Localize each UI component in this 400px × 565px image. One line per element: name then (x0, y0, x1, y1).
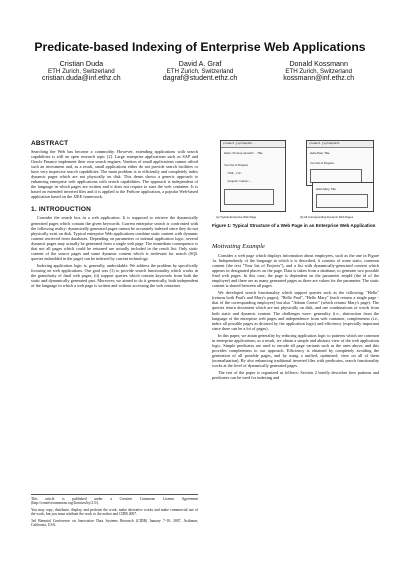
figure-panel-b-page-2 (312, 182, 374, 212)
author-email: cristian.duda@inf.ethz.ch (41, 75, 121, 82)
footnote-permission: You may copy, distribute, display, and perform the work, make derivative works and make commercial use of the work, but you must attribute the work to the author and CIDR 2007. (31, 507, 198, 517)
motivating-paragraph-3: In this paper, we attain generality by reducing application logic to patterns which are common in enterprise applications; as a result, we obtain a simple and abstract view of the web application logic. Simple predicates are used to encode all page variants such as the ones above, and this provides completeness to our approach. Efficiency is obtained by completely avoiding the generation of all possible pages, and by using a unified, optimized, view on all of them (normalization). By also enhancing traditional inverted files with predicates, search functionality works at the level of dynamically generated pages. (212, 332, 379, 368)
footnote (31, 494, 198, 529)
abstract-text: Searching the Web has become a commodity. However, extending applications with search capabilities is still an open research topic [2]. Large enterprise applications such as SAP and Oracle Finance implement their own search engines. Vendors of small applications cannot afford such an investment and, as a result, small applications either do not provide search facilities or have very imprecise search capabilities. The main problem is to efficiently and completely index dynamic pages which are not physically on disk. This demo shows a generic approach to enhancing enterprise web applications with search capabilities. The approach is independent of the language in which pages are written and it does not require to start the web container. It is based on extended inverted files and it is applied to the FnStore application, a popular Web-based application based on the J2EE framework. (31, 149, 198, 200)
author-2 (141, 60, 260, 83)
author-affiliation: ETH Zurich, Switzerland (47, 68, 115, 75)
author-block (22, 60, 378, 83)
author-email: dagraf@student.ethz.ch (162, 75, 238, 82)
figure-table (224, 189, 274, 205)
figure-1 (212, 138, 379, 220)
author-1 (22, 60, 141, 83)
figure-text: <%if(...) %> (227, 171, 242, 175)
browser-url-bar: product.jsp?empId=1 (307, 141, 373, 148)
footnote-license: This article is published under a Creative Commons License Agreement (http://creativecommons.org/licenses/by/2.5/). (31, 497, 198, 506)
author-3 (259, 60, 378, 83)
motivating-paragraph-2: We developed search functionality which support queries such as the following: "Hello" (returns both Paul's and Mary's pages); "Hello Paul", "Hello Mary" (each returns a single page - that of the corresponding employee) but also "Admin Center" (which returns Mary's page). The queries return document which are not physically on disk, and use combinations of words from both static and dynamic content. The challenges were: generality (i.e., abstraction from the language of the enterprise web pages and independence from web container, completeness (i.e., index all possible pages as dictated by the application logic) and efficiency (especially important since there can be a lot of pages). (212, 290, 379, 331)
figure-text: Your list of Projects (310, 161, 334, 165)
author-name: Donald Kossmann (289, 59, 349, 68)
author-email: kossmann@inf.ethz.ch (283, 75, 355, 82)
right-column (212, 243, 379, 382)
figure-caption: Figure 1: Typical Structure of a Web Page in an Enterprise Web Application (212, 223, 376, 228)
figure-panel-b-page-1 (306, 140, 374, 186)
footnote-conference: 3rd Biennial Conference on Innovative Data Systems Research (CIDR) January 7-10, 2007, Asilomar, California, USA. (31, 518, 198, 528)
figure-text: <project><name> ... (227, 179, 253, 183)
figure-panel-a (220, 140, 286, 212)
author-affiliation: ETH Zurich, Switzerland (166, 68, 234, 75)
browser-url-bar: product.jsp?empId=... (221, 141, 285, 148)
figure-subcaption-b: (b) All Corresponding Dynamic Web Pages (300, 215, 354, 219)
figure-text: Hello <%=emp.name%> ...Title (224, 151, 263, 155)
motivating-paragraph-4: The rest of the paper is organized as follows: Section 2 briefly describes how patterns and predicates can be used for indexing and (212, 370, 379, 381)
motivating-heading: Motivating Example (212, 243, 265, 250)
figure-text: Hello Paul, Title (310, 151, 330, 155)
intro-paragraph-1: Consider the search box in a web application. It is supposed to retrieve the dynamically generated pages which contain the given keywords. Current enterprise search is confronted with the following reality: dynamically generated pages cannot be accurately indexed since they do not physically exist on disk. Typical enterprise Web applications combine static content with dynamic content retrieved from databases. Depending on parameters or internal application logic, several dynamic pages may actually be generated from a single web page. The immediate consequence is that not all pages which could be returned are actually included in the result list: Only static content of the source pages and some dynamic content which is irrelevant for search (SQL queries embedded in the page) can be indexed by current technology. (31, 215, 198, 261)
intro-heading: 1. INTRODUCTION (31, 206, 92, 214)
author-name: David A. Graf (178, 59, 222, 68)
paper-title: Predicate-based Indexing of Enterprise Web Applications (34, 40, 366, 54)
figure-text: Hello Mary, Title (316, 187, 336, 191)
figure-text: Your list of Projects (224, 163, 248, 167)
figure-subcaption-a: (a) Typical Enterprise Web Page (216, 215, 257, 219)
intro-paragraph-2: Indexing application logic is, generally, undecidable. We address the problem by specifically focusing on web applications. Our goal was (1) to provide search functionality which works in the granularity of final web pages, (ii) support queries which contain keywords from both the static and dynamically generated part. Moreover, we aimed to do it generically, both independent of the language in which a web page is written and without accessing the web container. (31, 262, 198, 289)
left-column (31, 140, 198, 290)
motivating-paragraph-1: Consider a web page which displays information about employees, such as the one in Figure 1a. Independently of the language in which it is described, it consists of some static, common content (the text "Your list of Projects"), and a list with dynamically-generated content which appears in designated places on the page. Data is taken from a database, to generate two possible final web pages. In this case, the page is dependent on the parameter empId (the id of the employee) and there are as many generated pages as there are values for the parameter. The static content is shared between all pages. (212, 253, 379, 289)
figure-table (310, 169, 362, 183)
author-name: Cristian Duda (59, 59, 104, 68)
author-affiliation: ETH Zurich, Switzerland (285, 68, 353, 75)
abstract-heading: ABSTRACT (31, 140, 69, 147)
figure-table (316, 194, 368, 208)
